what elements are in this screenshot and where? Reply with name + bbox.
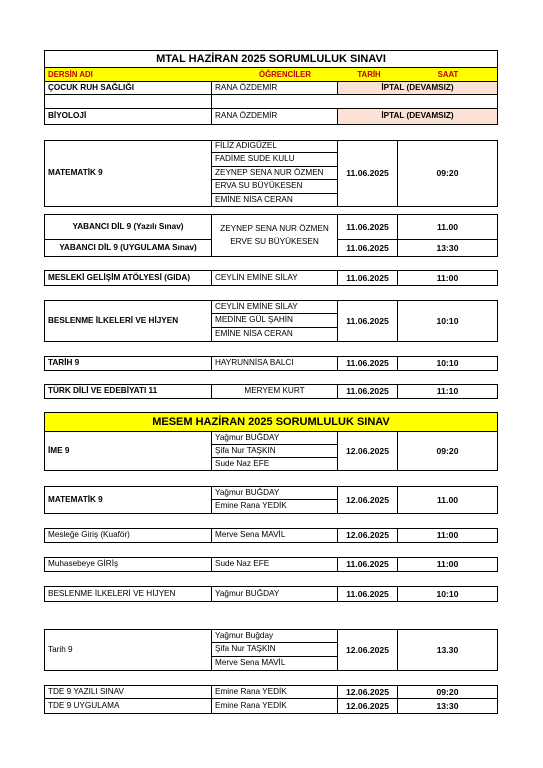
tarih9-ders: TARİH 9 bbox=[44, 356, 212, 371]
mesleki-ders: MESLEKİ GELİŞİM ATÖLYESİ (GIDA) bbox=[44, 270, 212, 286]
beslenme-ogrenci-3: EMİNE NİSA CERAN bbox=[212, 328, 338, 342]
muhasebe-saat: 11:00 bbox=[398, 557, 498, 572]
tde-uyg-ogrenci: Emine Rana YEDİK bbox=[212, 699, 338, 714]
yabanci-ogrenciler bbox=[212, 214, 338, 257]
mesem-matematik-ogrenci-1: Yağmur BUĞDAY bbox=[212, 486, 338, 500]
meslege-ders: Mesleğe Giriş (Kuaför) bbox=[44, 528, 212, 543]
mtal-title: MTAL HAZİRAN 2025 SORUMLULUK SINAVI bbox=[44, 50, 498, 68]
turk-ogrenci: MERYEM KURT bbox=[212, 384, 338, 399]
row-biyoloji-ogrenci: RANA ÖZDEMİR bbox=[212, 109, 338, 125]
yabanci-ogrenci-2: ERVE SU BÜYÜKESEN bbox=[230, 236, 319, 246]
tde-uyg-tarih: 12.06.2025 bbox=[338, 699, 398, 714]
matematik-ogrenci-3: ZEYNEP SENA NUR ÖZMEN bbox=[212, 167, 338, 180]
tarih9-ogrenci: HAYRUNNİSA BALCI bbox=[212, 356, 338, 371]
yabanci-yazili-tarih: 11.06.2025 bbox=[338, 214, 398, 240]
tde-uyg-saat: 13:30 bbox=[398, 699, 498, 714]
mesem-tarih9-saat: 13.30 bbox=[398, 629, 498, 671]
muhasebe-tarih: 11.06.2025 bbox=[338, 557, 398, 572]
matematik-tarih: 11.06.2025 bbox=[338, 140, 398, 207]
mesem-matematik-tarih: 12.06.2025 bbox=[338, 486, 398, 514]
beslenme-ogrenci-1: CEYLİN EMİNE SİLAY bbox=[212, 300, 338, 314]
mesem-tarih9-tarih: 12.06.2025 bbox=[338, 629, 398, 671]
tde-yazili-tarih: 12.06.2025 bbox=[338, 685, 398, 699]
header-ogrenciler: ÖĞRENCİLER bbox=[259, 69, 311, 79]
matematik-saat: 09:20 bbox=[398, 140, 498, 207]
tde-yazili-saat: 09:20 bbox=[398, 685, 498, 699]
yabanci-ogrenci-1: ZEYNEP SENA NUR ÖZMEN bbox=[220, 224, 329, 234]
tde-uyg-ders: TDE 9 UYGULAMA bbox=[44, 699, 212, 714]
meslege-ogrenci: Merve Sena MAVİL bbox=[212, 528, 338, 543]
turk-ders: TÜRK DİLİ VE EDEBİYATI 11 bbox=[44, 384, 212, 399]
mesleki-ogrenci: CEYLİN EMİNE SİLAY bbox=[212, 270, 338, 286]
row-biyoloji-ders: BİYOLOJİ bbox=[44, 109, 212, 125]
ime-ogrenci-3: Sude Naz EFE bbox=[212, 458, 338, 471]
beslenme-saat: 10:10 bbox=[398, 300, 498, 342]
matematik-ogrenci-1: FİLİZ ADIGÜZEL bbox=[212, 140, 338, 153]
mesem-matematik-ogrenci-2: Emine Rana YEDİK bbox=[212, 500, 338, 514]
matematik-ders: MATEMATİK 9 bbox=[44, 140, 212, 207]
spacer-divider bbox=[44, 95, 212, 109]
mesem-title: MESEM HAZİRAN 2025 SORUMLULUK SINAV bbox=[44, 412, 498, 432]
mesleki-saat: 11:00 bbox=[398, 270, 498, 286]
ime-ogrenci-2: Şifa Nur TAŞKIN bbox=[212, 445, 338, 458]
tde-yazili-ders: TDE 9 YAZILI SINAV bbox=[44, 685, 212, 699]
yabanci-uyg-tarih: 11.06.2025 bbox=[338, 240, 398, 257]
yabanci-yazili-saat: 11.00 bbox=[398, 214, 498, 240]
turk-tarih: 11.06.2025 bbox=[338, 384, 398, 399]
mesem-beslenme-tarih: 11.06.2025 bbox=[338, 586, 398, 602]
matematik-ogrenci-4: ERVA SU BÜYÜKESEN bbox=[212, 180, 338, 194]
row-cocuk-ogrenci: RANA ÖZDEMİR bbox=[212, 81, 338, 95]
muhasebe-ders: Muhasebeye GİRİş bbox=[44, 557, 212, 572]
tde-yazili-ogrenci: Emine Rana YEDİK bbox=[212, 685, 338, 699]
ime-ders: İME 9 bbox=[44, 432, 212, 471]
yabanci-uyg-ders: YABANCI DİL 9 (UYGULAMA Sınav) bbox=[44, 240, 212, 257]
row-cocuk-durum: İPTAL (DEVAMSIZ) bbox=[338, 81, 498, 95]
row-biyoloji-durum: İPTAL (DEVAMSIZ) bbox=[338, 109, 498, 125]
mesem-tarih9-ogrenci-3: Merve Sena MAVİL bbox=[212, 657, 338, 671]
mesleki-tarih: 11.06.2025 bbox=[338, 270, 398, 286]
header-ders: DERSİN ADI bbox=[48, 69, 93, 79]
mesem-beslenme-ders: BESLENME İLKELERİ VE HİJYEN bbox=[44, 586, 212, 602]
turk-saat: 11:10 bbox=[398, 384, 498, 399]
header-tarih: TARİH bbox=[357, 69, 381, 79]
yabanci-uyg-saat: 13:30 bbox=[398, 240, 498, 257]
beslenme-tarih: 11.06.2025 bbox=[338, 300, 398, 342]
ime-ogrenci-1: Yağmur BUĞDAY bbox=[212, 432, 338, 445]
matematik-ogrenci-2: FADİME SUDE KULU bbox=[212, 153, 338, 167]
yabanci-yazili-ders: YABANCI DİL 9 (Yazılı Sınav) bbox=[44, 214, 212, 240]
ime-saat: 09:20 bbox=[398, 432, 498, 471]
tarih9-saat: 10:10 bbox=[398, 356, 498, 371]
meslege-saat: 11:00 bbox=[398, 528, 498, 543]
muhasebe-ogrenci: Sude Naz EFE bbox=[212, 557, 338, 572]
mesem-matematik-saat: 11.00 bbox=[398, 486, 498, 514]
beslenme-ders: BESLENME İLKELERİ VE HİJYEN bbox=[44, 300, 212, 342]
mesem-beslenme-saat: 10:10 bbox=[398, 586, 498, 602]
beslenme-ogrenci-2: MEDİNE GÜL ŞAHİN bbox=[212, 314, 338, 328]
row-cocuk-ders: ÇOCUK RUH SAĞLIĞI bbox=[44, 81, 212, 95]
mesem-matematik-ders: MATEMATİK 9 bbox=[44, 486, 212, 514]
tarih9-tarih: 11.06.2025 bbox=[338, 356, 398, 371]
mesem-beslenme-ogrenci: Yağmur BUĞDAY bbox=[212, 586, 338, 602]
mesem-tarih9-ders: Tarih 9 bbox=[44, 629, 212, 671]
meslege-tarih: 12.06.2025 bbox=[338, 528, 398, 543]
matematik-ogrenci-5: EMİNE NİSA CERAN bbox=[212, 194, 338, 207]
ime-tarih: 12.06.2025 bbox=[338, 432, 398, 471]
header-saat: SAAT bbox=[437, 69, 459, 79]
mesem-tarih9-ogrenci-1: Yağmur Buğday bbox=[212, 629, 338, 643]
mesem-tarih9-ogrenci-2: Şifa Nur TAŞKIN bbox=[212, 643, 338, 657]
